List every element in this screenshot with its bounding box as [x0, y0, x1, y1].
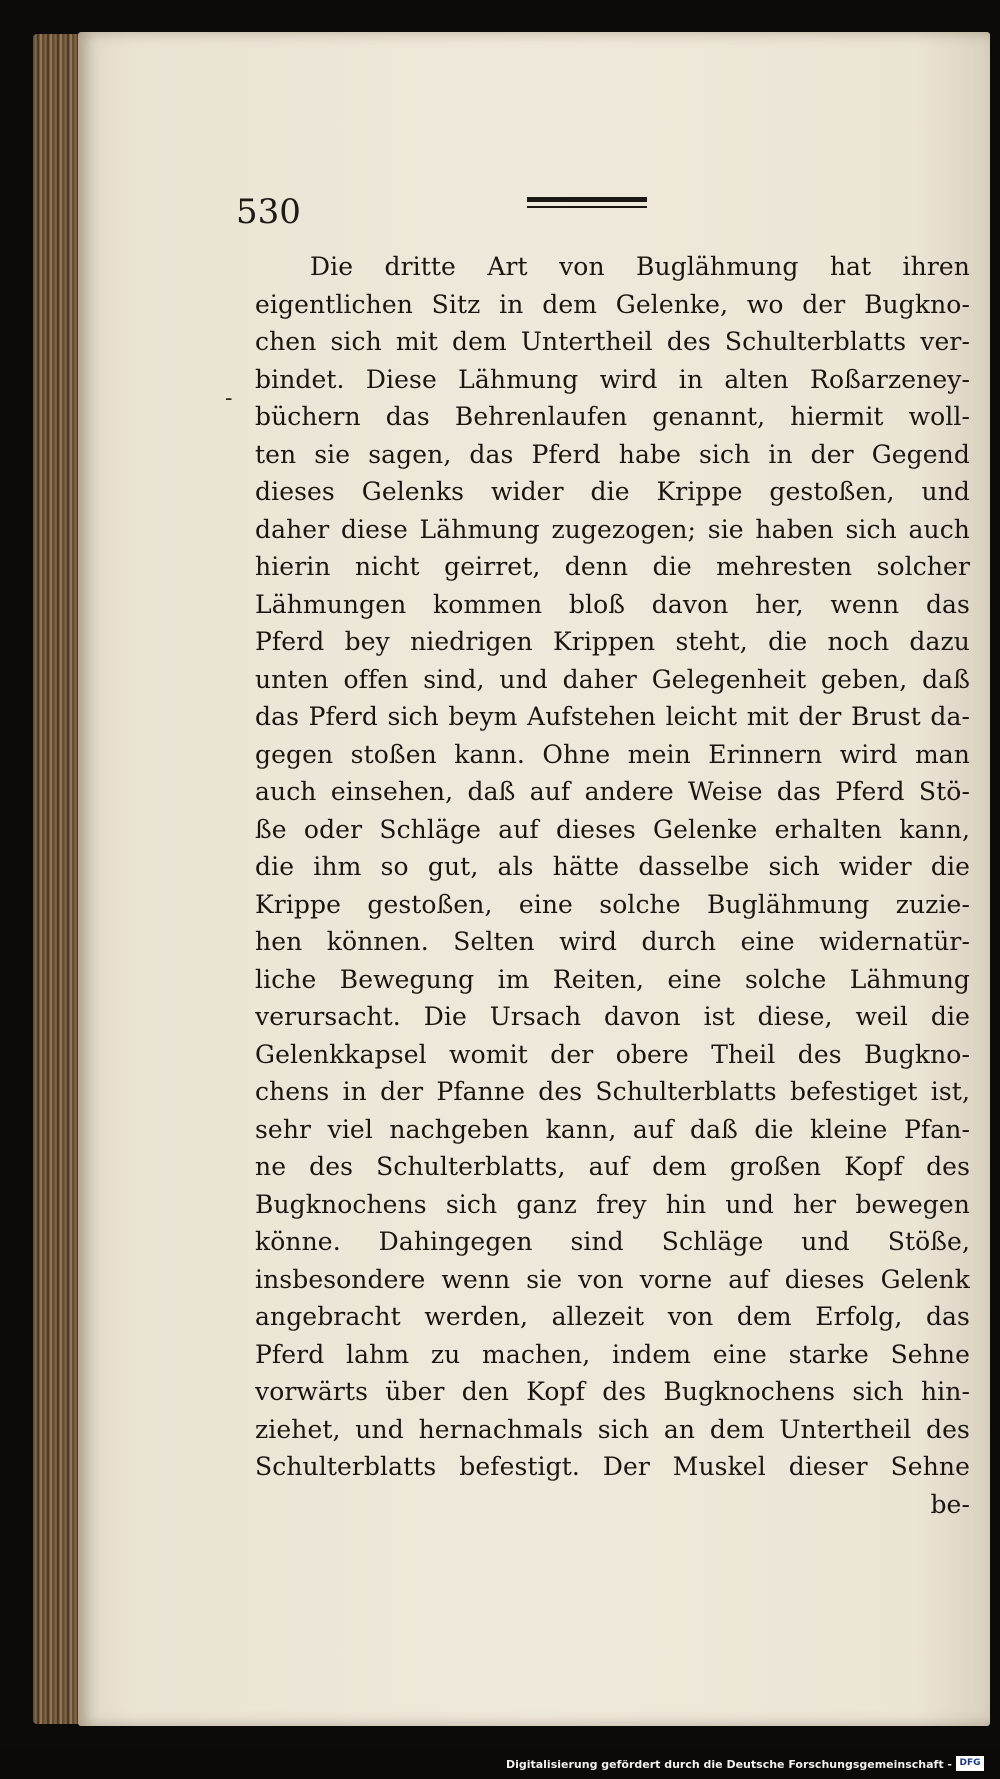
text-line: das Pferd sich beym Aufstehen leicht mit der Brust da-: [255, 702, 970, 731]
text-line: Pferd lahm zu machen, indem eine starke Sehne: [255, 1339, 970, 1369]
dfg-logo: DFG: [956, 1756, 984, 1771]
text-line: chens in der Pfanne des Schulterblatts befestiget ist,: [255, 1077, 970, 1106]
text-line: sehr viel nachgeben kann, auf daß die kleine Pfan-: [255, 1114, 970, 1144]
book-page-edges: [33, 34, 83, 1724]
text-line: ne des Schulterblatts, auf dem großen Kopf des: [255, 1152, 970, 1181]
header-rule-thick: [527, 197, 647, 202]
text-line: chen sich mit dem Untertheil des Schulterblatts ver-: [255, 327, 970, 356]
text-line: ße oder Schläge auf dieses Gelenke erhalten kann,: [255, 814, 970, 844]
text-line: Schulterblatts befestigt. Der Muskel dieser Sehne: [255, 1452, 970, 1481]
text-line: Gelenkkapsel womit der obere Theil des Bugkno-: [255, 1039, 970, 1069]
text-line: hierin nicht geirret, denn die mehresten solcher: [255, 552, 970, 581]
text-line: Die dritte Art von Buglähmung hat ihren: [310, 252, 970, 281]
text-line: die ihm so gut, als hätte dasselbe sich wider die: [255, 852, 970, 881]
text-line: unten offen sind, und daher Gelegenheit geben, daß: [255, 664, 970, 694]
header-rule-thin: [527, 206, 647, 208]
text-line: insbesondere wenn sie von vorne auf dieses Gelenk: [255, 1264, 970, 1294]
body-text: [255, 248, 970, 1523]
text-line: liche Bewegung im Reiten, eine solche Lähmung: [255, 964, 970, 994]
text-line: bindet. Diese Lähmung wird in alten Roßarzeney-: [255, 364, 970, 394]
text-line: hen können. Selten wird durch eine widernatür-: [255, 927, 970, 956]
text-line: gegen stoßen kann. Ohne mein Erinnern wird man: [255, 739, 970, 769]
text-line: büchern das Behrenlaufen genannt, hiermit woll-: [255, 402, 970, 431]
text-line: auch einsehen, daß auf andere Weise das Pferd Stö-: [255, 777, 970, 806]
text-line: vorwärts über den Kopf des Bugknochens sich hin-: [255, 1377, 970, 1406]
text-line: eigentlichen Sitz in dem Gelenke, wo der Bugkno-: [255, 289, 970, 319]
margin-mark: -: [225, 386, 233, 411]
text-line: ten sie sagen, das Pferd habe sich in der Gegend: [255, 439, 970, 469]
header-rule: [527, 197, 647, 211]
text-line: Lähmungen kommen bloß davon her, wenn das: [255, 589, 970, 619]
text-line: verursacht. Die Ursach davon ist diese, weil die: [255, 1002, 970, 1031]
page-number: 530: [236, 192, 301, 232]
text-line: dieses Gelenks wider die Krippe gestoßen, und: [255, 477, 970, 506]
digitization-credit: Digitalisierung gefördert durch die Deutsche Forschungsgemeinschaft -: [505, 1758, 952, 1771]
text-line: daher diese Lähmung zugezogen; sie haben sich auch: [255, 514, 970, 544]
text-line: ziehet, und hernachmals sich an dem Untertheil des: [255, 1414, 970, 1444]
text-line: Krippe gestoßen, eine solche Buglähmung zuzie-: [255, 889, 970, 919]
text-line: Bugknochens sich ganz frey hin und her bewegen: [255, 1189, 970, 1219]
text-line: Pferd bey niedrigen Krippen steht, die noch dazu: [255, 627, 970, 656]
catchword: be-: [930, 1489, 970, 1519]
text-line: angebracht werden, allezeit von dem Erfolg, das: [255, 1302, 970, 1331]
text-line: könne. Dahingegen sind Schläge und Stöße,: [255, 1227, 970, 1256]
